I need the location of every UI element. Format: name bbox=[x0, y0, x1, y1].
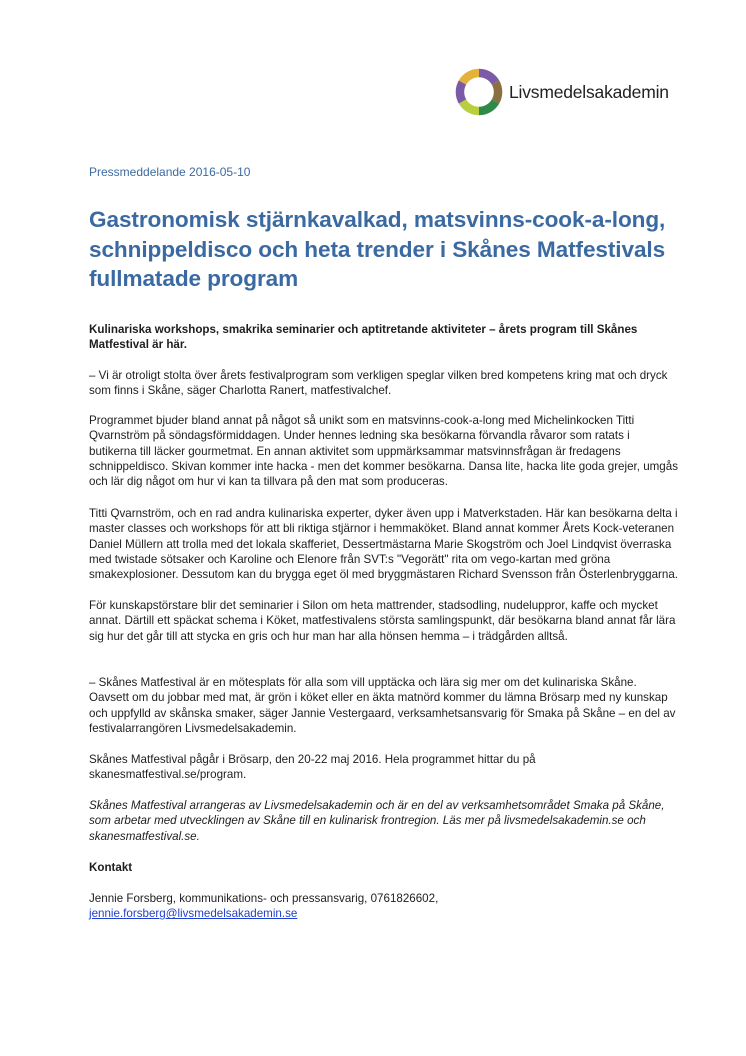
paragraph-matverkstaden: Titti Qvarnström, och en rad andra kulinariska experter, dyker även upp i Matverkstaden. Här kan besökarna delta i master classes och workshops för att bli riktiga stjärnor i hemmaköket. Bland annat kommer Årets Kock-veteranen Daniel Müllern att trolla med det lokala skafferiet, Dessertmästarna Marie Skogström och Joel Lindqvist överraska med twistade sötsaker och Karoline och Elenore från SVT:s "Vegorätt" rita om vego-kartan med gröna smakexplosioner. Dessutom kan du brygga eget öl med bryggmästaren Richard Svensson från Österlenbryggarna. bbox=[89, 507, 679, 582]
contact-email-link[interactable]: jennie.forsberg@livsmedelsakademin.se bbox=[89, 907, 298, 921]
paragraph-seminarier: För kunskapstörstare blir det seminarier i Silon om heta mattrender, stadsodling, nudeluppror, kaffe och mycket annat. Därtill ett späckat schema i Köket, matfestivalens största samlingspunkt, där besökarna bland annat får lära sig hur det går till att stycka en gris och hur man har alla hönsen hemma – i trädgården alltså. bbox=[89, 599, 676, 643]
organizer-note: Skånes Matfestival arrangeras av Livsmedelsakademin och är en del av verksamhetsområdet Smaka på Skåne, som arbetar med utvecklingen av Skåne till en kulinarisk frontregion. Läs mer på livsmedelsakademin.se och skanesmatfestival.se. bbox=[89, 799, 665, 843]
paragraph-quote-ranert: – Vi är otroligt stolta över årets festivalprogram som verkligen speglar vilken bred kompetens kring mat och dryck som finns i Skåne, säger Charlotta Ranert, matfestivalchef. bbox=[89, 369, 668, 398]
contact-heading: Kontakt bbox=[89, 861, 133, 874]
logo-text: Livsmedelsakademin bbox=[509, 81, 669, 102]
contact-details: Jennie Forsberg, kommunikations- och pressansvarig, 0761826602, bbox=[89, 892, 439, 905]
logo bbox=[455, 68, 669, 116]
contact-person bbox=[89, 891, 679, 922]
paragraph-program: Programmet bjuder bland annat på något så unikt som en matsvinns-cook-a-long med Michelinkocken Titti Qvarnström på söndagsförmiddagen. Under hennes ledning ska besökarna förvandla råvaror som ratats i butikerna till läcker gourmetmat. En annan aktivitet som uppmärksammar matsvinnsfrågan är fredagens schnippeldisco. Skivan kommer inte hacka - men det kommer besökarna. Dansa lite, hacka lite goda grejer, umgås och lär dig något om hur vi kan ta tillvara på den mat som produceras. bbox=[89, 414, 678, 489]
release-date: Pressmeddelande 2016-05-10 bbox=[89, 165, 251, 179]
paragraph-quote-vestergaard: – Skånes Matfestival är en mötesplats för alla som vill upptäcka och lära sig mer om det kulinariska Skåne. Oavsett om du jobbar med mat, är grön i köket eller en äkta matnörd kommer du lämna Brösarp med ny kunskap och uppfylld av skånska smaker, säger Jannie Vestergaard, verksamhetsansvarig för Smaka på Skåne – en del av festivalarrangören Livsmedelsakademin. bbox=[89, 676, 676, 735]
headline: Gastronomisk stjärnkavalkad, matsvinns-cook-a-long, schnippeldisco och heta trender i Skånes Matfestivals fullmatade program bbox=[89, 207, 666, 291]
logo-ring-icon bbox=[455, 68, 503, 116]
lead-paragraph: Kulinariska workshops, smakrika seminarier och aptitretande aktiviteter – årets program till Skånes Matfestival är här. bbox=[89, 323, 638, 352]
paragraph-dates: Skånes Matfestival pågår i Brösarp, den 20-22 maj 2016. Hela programmet hittar du på skanesmatfestival.se/program. bbox=[89, 753, 536, 782]
